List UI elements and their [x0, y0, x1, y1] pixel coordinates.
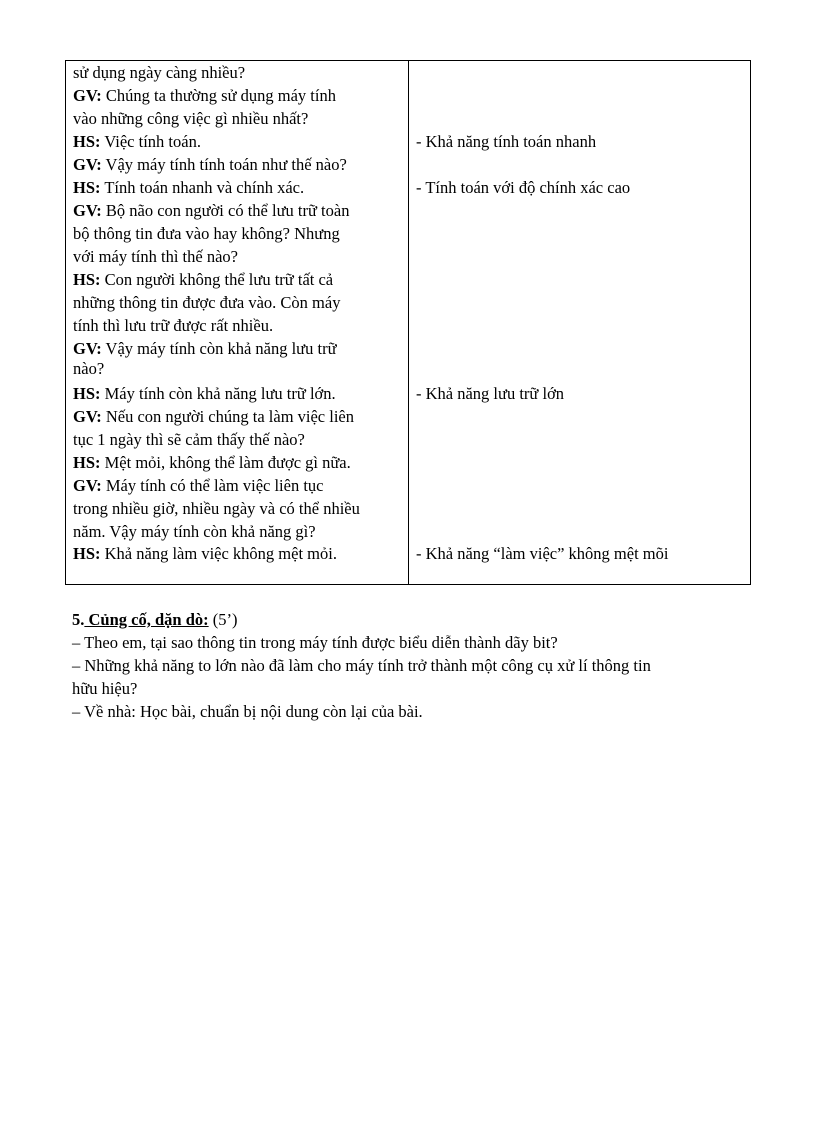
table-row: vào những công việc gì nhiều nhất? — [73, 109, 309, 128]
table-row: GV: Chúng ta thường sử dụng máy tính — [73, 86, 336, 105]
table-row: GV: Vậy máy tính tính toán như thế nào? — [73, 155, 347, 174]
table-row: những thông tin được đưa vào. Còn máy — [73, 293, 341, 312]
table-row: HS: Khả năng làm việc không mệt mỏi. — [73, 544, 337, 563]
answer-item: - Khả năng “làm việc” không mệt mõi — [416, 544, 669, 563]
table-row: HS: Máy tính còn khả năng lưu trữ lớn. — [73, 384, 336, 403]
table-row: HS: Tính toán nhanh và chính xác. — [73, 178, 305, 197]
table-row: bộ thông tin đưa vào hay không? Nhưng — [73, 224, 340, 243]
column-divider — [408, 61, 409, 584]
section-review — [72, 608, 752, 723]
table-row: HS: Việc tính toán. — [73, 132, 201, 151]
section-heading — [72, 608, 752, 631]
list-item: – Về nhà: Học bài, chuẩn bị nội dung còn lại của bài. — [72, 702, 423, 721]
list-item: hữu hiệu? — [72, 679, 138, 698]
table-row: năm. Vậy máy tính còn khả năng gì? — [73, 522, 316, 541]
lesson-table — [65, 60, 751, 585]
answer-item: - Tính toán với độ chính xác cao — [416, 178, 631, 197]
table-row: với máy tính thì thế nào? — [73, 247, 238, 266]
table-row: HS: Con người không thể lưu trữ tất cả — [73, 270, 334, 289]
answer-item: - Khả năng tính toán nhanh — [416, 132, 597, 151]
table-row: sử dụng ngày càng nhiều? — [73, 63, 246, 82]
list-item: – Những khả năng to lớn nào đã làm cho máy tính trở thành một công cụ xử lí thông tin — [72, 656, 651, 675]
table-row: GV: Nếu con người chúng ta làm việc liên — [73, 407, 354, 426]
table-row: GV: Bộ não con người có thể lưu trữ toàn — [73, 201, 350, 220]
table-row: GV: Vậy máy tính còn khả năng lưu trữ — [73, 339, 337, 358]
section-title: Củng cố, dặn dò: — [84, 610, 209, 629]
table-row: tính thì lưu trữ được rất nhiều. — [73, 316, 274, 335]
table-row: trong nhiều giờ, nhiều ngày và có thể nhiều — [73, 499, 360, 518]
table-row: nào? — [73, 359, 105, 378]
table-row: HS: Mệt mỏi, không thể làm được gì nữa. — [73, 453, 351, 472]
list-item: – Theo em, tại sao thông tin trong máy tính được biểu diễn thành dãy bit? — [72, 633, 558, 652]
section-number: 5. — [72, 610, 85, 629]
answer-item: - Khả năng lưu trữ lớn — [416, 384, 565, 403]
table-row: GV: Máy tính có thể làm việc liên tục — [73, 476, 324, 495]
section-duration: (5’) — [208, 610, 238, 629]
table-row: tục 1 ngày thì sẽ cảm thấy thế nào? — [73, 430, 305, 449]
